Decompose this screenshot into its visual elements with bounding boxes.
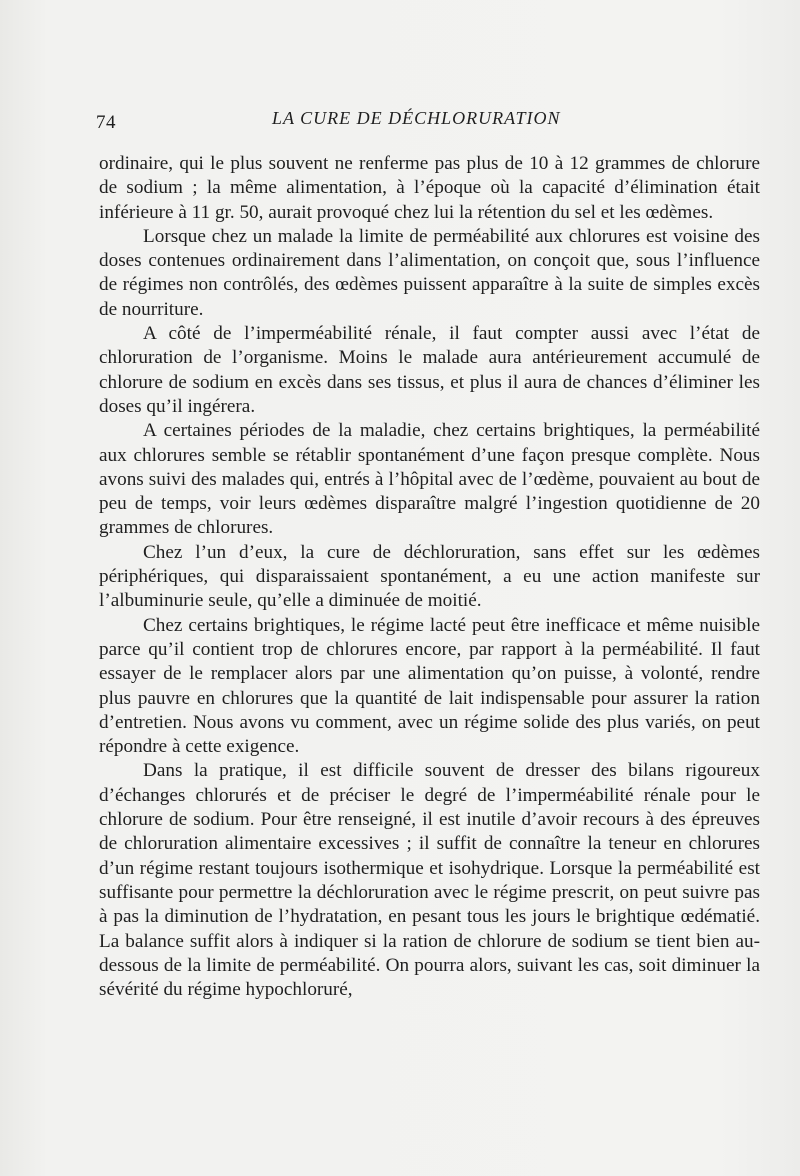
paragraph-albuminuria: Chez l’un d’eux, la cure de déchloruration, sans effet sur les œdèmes périphériques, qui disparaissaient spontanément, a eu une action manifeste sur l’albuminurie seule, qu’elle a diminuée de moitié. [99, 541, 760, 612]
paragraph-spontaneous-recovery: A certaines périodes de la maladie, chez certains brightiques, la perméabilité aux chlorures semble se rétablir spontanément d’une façon presque complète. Nous avons suivi des malades qui, entrés à l’hôpital avec de l’œdème, pouvaient au bout de peu de temps, voir leurs œdèmes disparaître malgré l’ingestion quotidienne de 20 grammes de chlorures. [99, 420, 760, 539]
page-header [96, 108, 760, 138]
paragraph-permeability-limit: Lorsque chez un malade la limite de perméabilité aux chlorures est voisine des doses contenues ordinairement dans l’alimentation, on conçoit que, sous l’influence de régimes non contrôlés, des œdèmes puissent apparaître à la suite de simples excès de nourriture. [99, 225, 760, 320]
paragraph-milk-diet: Chez certains brightiques, le régime lacté peut être inefficace et même nuisible parce qu’il contient trop de chlorures encore, par rapport à la perméabilité. Il faut essayer de le remplacer alors par une alimentation qu’on puisse, à volonté, rendre plus pauvre en chlorures que la quantité de lait indispensable pour assurer la ration d’entretien. Nous avons vu comment, avec un régime solide des plus variés, on peut répondre à cette exigence. [99, 614, 760, 758]
paragraph-practice: Dans la pratique, il est difficile souvent de dresser des bilans rigoureux d’échanges chlorurés et de préciser le degré de l’imperméabilité rénale pour le chlorure de sodium. Pour être renseigné, il est inutile d’avoir recours à des épreuves de chloruration alimentaire excessives ; il suffit de connaître la teneur en chlorures d’un régime restant toujours isothermique et isohydrique. Lorsque la perméabilité est suffisante pour permettre la déchloruration avec le régime prescrit, on peut suivre pas à pas la diminution de l’hydratation, en pesant tous les jours le brightique œdématié. La balance suffit alors à indiquer si la ration de chlorure de sodium se tient bien au-dessous de la limite de perméabilité. On pourra alors, suivant les cas, soit diminuer la sévérité du régime hypochloruré, [99, 760, 760, 1001]
body-text [99, 152, 760, 1002]
page-number: 74 [96, 112, 116, 133]
paragraph-chloruration-state: A côté de l’imperméabilité rénale, il faut compter aussi avec l’état de chloruration de l’organisme. Moins le malade aura antérieurement accumulé de chlorure de sodium en excès dans ses tissus, et plus il aura de chances d’éliminer les doses qu’il ingérera. [99, 323, 760, 417]
running-title: LA CURE DE DÉCHLORURATION [272, 108, 561, 128]
paragraph-continuation: ordinaire, qui le plus souvent ne renferme pas plus de 10 à 12 grammes de chlorure de sodium ; la même alimentation, à l’époque où la capacité d’élimination était inférieure à 11 gr. 50, aurait provoqué chez lui la rétention du sel et les œdèmes. [99, 153, 760, 223]
